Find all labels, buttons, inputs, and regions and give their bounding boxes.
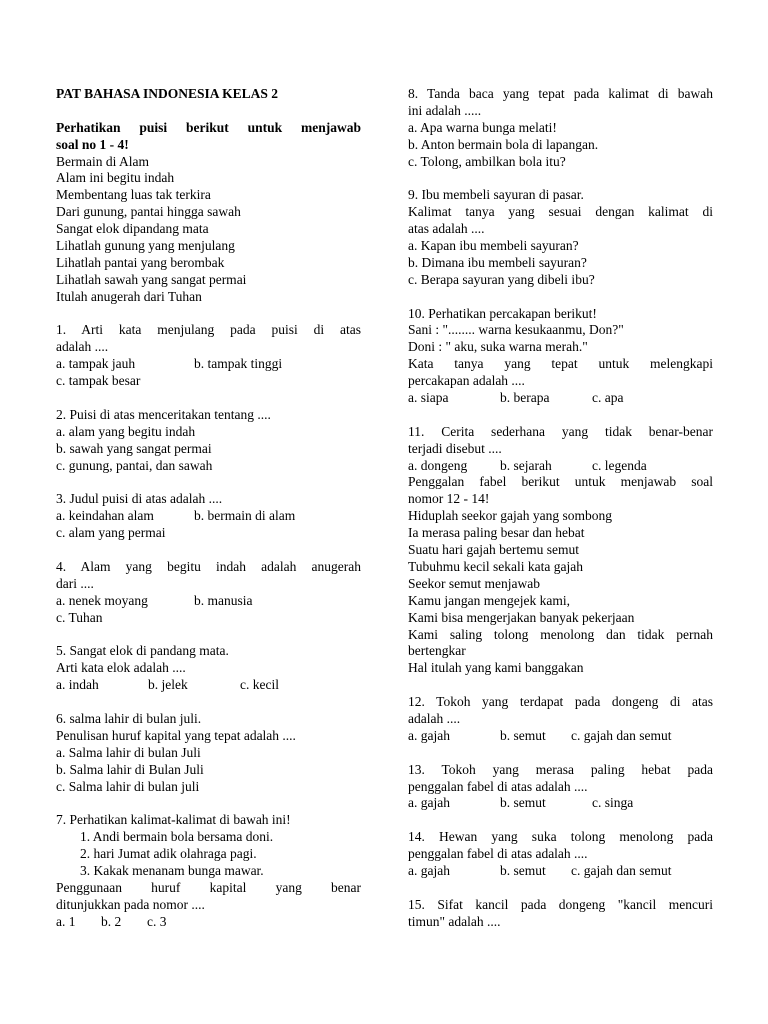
option-b: b. semut — [500, 862, 546, 878]
question-text: adalah .... — [56, 339, 109, 355]
option-a: a. gajah — [408, 862, 450, 878]
question-text: percakapan adalah .... — [408, 373, 525, 389]
fable-instruction-line-2: nomor 12 - 14! — [408, 491, 490, 507]
question-text: 14. Hewan yang suka tolong menolong pada — [408, 829, 713, 845]
option-a: a. Kapan ibu membeli sayuran? — [408, 238, 579, 254]
question-9 — [408, 187, 713, 288]
option-a: a. Apa warna bunga melati! — [408, 119, 557, 135]
option-c: c. legenda — [592, 457, 647, 473]
question-text: dari .... — [56, 575, 94, 591]
sentence-item: 2. hari Jumat adik olahraga pagi. — [80, 846, 257, 862]
option-b: b. semut — [500, 727, 546, 743]
sentence-item: 3. Kakak menanam bunga mawar. — [80, 862, 264, 878]
option-b: b. tampak tinggi — [194, 356, 283, 372]
option-b: b. 2 — [101, 913, 122, 929]
question-text: atas adalah .... — [408, 221, 485, 237]
question-text: ditunjukkan pada nomor .... — [56, 896, 205, 912]
question-text: 13. Tokoh yang merasa paling hebat pada — [408, 761, 713, 777]
option-a: a. tampak jauh — [56, 356, 136, 372]
question-text: Arti kata elok adalah .... — [56, 660, 186, 676]
fable-line: Kamu jangan mengejek kami, — [408, 592, 570, 608]
option-a: a. gajah — [408, 727, 450, 743]
dialogue-line: Sani : "........ warna kesukaanmu, Don?" — [408, 322, 624, 338]
fable-line: Kami saling tolong menolong dan tidak pernah — [408, 626, 713, 642]
option-b: b. sejarah — [500, 457, 552, 473]
option-c: c. gunung, pantai, dan sawah — [56, 457, 213, 473]
question-text: 6. salma lahir di bulan juli. — [56, 710, 202, 726]
instruction-line-1: Perhatikan puisi berikut untuk menjawab — [56, 119, 361, 135]
question-text: 2. Puisi di atas menceritakan tentang .... — [56, 406, 271, 422]
question-text: 8. Tanda baca yang tepat pada kalimat di bawah — [408, 86, 713, 101]
option-c: c. gajah dan semut — [571, 727, 672, 743]
question-text: terjadi disebut .... — [408, 440, 502, 456]
question-8 — [408, 86, 713, 170]
fable-line: Ia merasa paling besar dan hebat — [408, 525, 585, 541]
fable-line: Suatu hari gajah bertemu semut — [408, 542, 579, 558]
question-text: penggalan fabel di atas adalah .... — [408, 778, 588, 794]
question-text: 3. Judul puisi di atas adalah .... — [56, 491, 223, 507]
option-b: b. Anton bermain bola di lapangan. — [408, 136, 599, 152]
question-text: 9. Ibu membeli sayuran di pasar. — [408, 187, 584, 203]
fable-line: Seekor semut menjawab — [408, 575, 540, 591]
option-b: b. berapa — [500, 390, 550, 406]
question-text: 7. Perhatikan kalimat-kalimat di bawah ini! — [56, 812, 291, 828]
fable-line: bertengkar — [408, 643, 466, 659]
poem-line: Membentang luas tak terkira — [56, 187, 211, 203]
question-text: Penggunaan huruf kapital yang benar — [56, 879, 361, 895]
poem-line: Itulah anugerah dari Tuhan — [56, 288, 202, 304]
option-b: b. bermain di alam — [194, 508, 296, 524]
poem-line: Dari gunung, pantai hingga sawah — [56, 204, 241, 220]
option-a: a. alam yang begitu indah — [56, 423, 196, 439]
question-text: 10. Perhatikan percakapan berikut! — [408, 305, 597, 321]
fable-line: Hiduplah seekor gajah yang sombong — [408, 508, 612, 524]
option-b: b. manusia — [194, 592, 253, 608]
option-a: a. 1 — [56, 913, 76, 929]
poem-line: Alam ini begitu indah — [56, 170, 175, 186]
fable-line: Tubuhmu kecil sekali kata gajah — [408, 558, 583, 574]
option-b: b. jelek — [148, 677, 188, 693]
instruction-line-2: soal no 1 - 4! — [56, 136, 129, 152]
option-c: c. Berapa sayuran yang dibeli ibu? — [408, 271, 595, 287]
option-c: c. kecil — [240, 677, 279, 693]
option-c: c. Tuhan — [56, 609, 103, 625]
exam-title: PAT BAHASA INDONESIA KELAS 2 — [56, 86, 279, 101]
question-text: 12. Tokoh yang terdapat pada dongeng di atas — [408, 694, 713, 710]
question-text: 4. Alam yang begitu indah adalah anugerah — [56, 558, 361, 574]
question-text: Kalimat tanya yang sesuai dengan kalimat di — [408, 204, 713, 220]
question-text: 5. Sangat elok di pandang mata. — [56, 643, 229, 659]
fable-line: Hal itulah yang kami banggakan — [408, 660, 584, 676]
right-column — [408, 86, 713, 931]
poem-line: Bermain di Alam — [56, 153, 149, 169]
left-column — [56, 86, 361, 931]
question-2 — [56, 407, 361, 475]
question-text: ini adalah ..... — [408, 102, 482, 118]
question-6 — [56, 711, 361, 795]
question-15 — [408, 897, 713, 931]
option-a: a. Salma lahir di bulan Juli — [56, 744, 201, 760]
question-5 — [56, 643, 361, 694]
question-12 — [408, 694, 713, 745]
option-c: c. 3 — [147, 913, 167, 929]
question-13 — [408, 762, 713, 813]
option-c: c. Tolong, ambilkan bola itu? — [408, 153, 566, 169]
question-text: 11. Cerita sederhana yang tidak benar-benar — [408, 423, 713, 439]
question-7 — [56, 812, 361, 930]
dialogue-line: Doni : " aku, suka warna merah." — [408, 339, 588, 355]
option-a: a. keindahan alam — [56, 508, 154, 524]
question-text: adalah .... — [408, 710, 461, 726]
option-a: a. nenek moyang — [56, 592, 148, 608]
question-4 — [56, 559, 361, 627]
question-14 — [408, 829, 713, 880]
option-a: a. indah — [56, 677, 99, 693]
question-text: Penulisan huruf kapital yang tepat adalah .... — [56, 727, 296, 743]
option-c: c. Salma lahir di bulan juli — [56, 778, 200, 794]
option-b: b. Salma lahir di Bulan Juli — [56, 761, 204, 777]
option-c: c. tampak besar — [56, 373, 141, 389]
fable-instruction-line-1: Penggalan fabel berikut untuk menjawab soal — [408, 474, 713, 490]
question-text: 15. Sifat kancil pada dongeng "kancil mencuri — [408, 896, 713, 912]
question-1 — [56, 322, 361, 390]
question-text: timun" adalah .... — [408, 913, 501, 929]
option-a: a. siapa — [408, 390, 449, 406]
poem — [56, 154, 361, 306]
question-text: 1. Arti kata menjulang pada puisi di atas — [56, 322, 361, 338]
option-b: b. semut — [500, 795, 546, 811]
option-a: a. dongeng — [408, 457, 468, 473]
option-c: c. gajah dan semut — [571, 862, 672, 878]
fable — [408, 508, 713, 677]
question-11 — [408, 424, 713, 475]
sentence-item: 1. Andi bermain bola bersama doni. — [80, 829, 274, 845]
question-10 — [408, 306, 713, 407]
poem-line: Lihatlah pantai yang berombak — [56, 254, 225, 270]
option-c: c. alam yang permai — [56, 525, 166, 541]
fable-line: Kami bisa mengerjakan banyak pekerjaan — [408, 609, 635, 625]
option-c: c. singa — [592, 795, 634, 811]
option-b: b. sawah yang sangat permai — [56, 440, 212, 456]
poem-line: Lihatlah gunung yang menjulang — [56, 238, 235, 254]
option-b: b. Dimana ibu membeli sayuran? — [408, 254, 587, 270]
question-text: Kata tanya yang tepat untuk melengkapi — [408, 356, 713, 372]
poem-line: Sangat elok dipandang mata — [56, 221, 209, 237]
question-3 — [56, 491, 361, 542]
option-c: c. apa — [592, 390, 624, 406]
question-text: penggalan fabel di atas adalah .... — [408, 846, 588, 862]
option-a: a. gajah — [408, 795, 450, 811]
poem-line: Lihatlah sawah yang sangat permai — [56, 271, 247, 287]
